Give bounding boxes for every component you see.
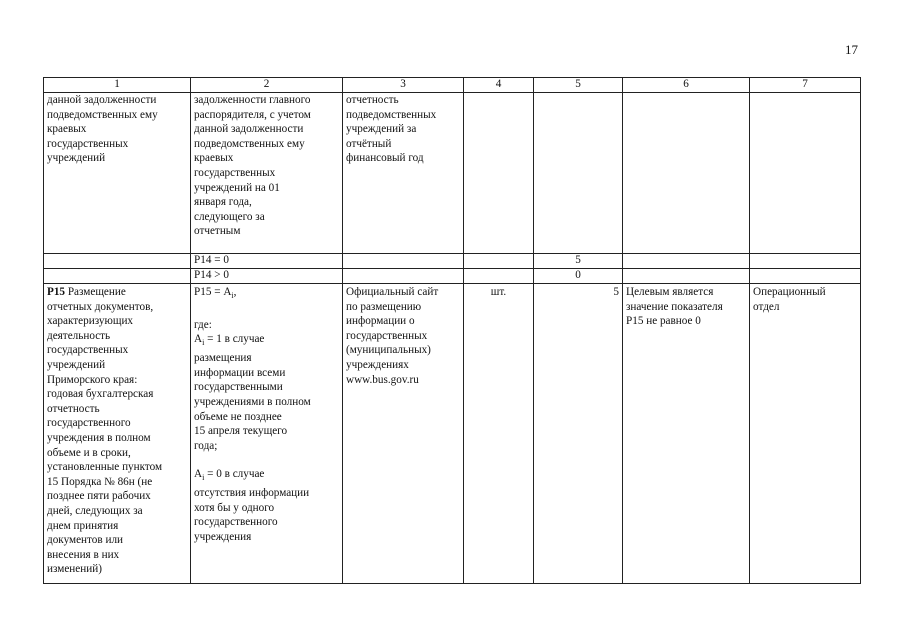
cell-target: Целевым является значение показателя Р15 не равное 0	[623, 284, 750, 584]
condition-a0: $A_i = 0$ в случае отсутствия информации хотя бы у одного государственного учреждения	[194, 468, 310, 544]
cell-points: 5	[534, 284, 623, 584]
cell-responsible: Операционный отдел	[750, 284, 861, 584]
page-number: 17	[845, 42, 858, 57]
cell-calculation: задолженности главного распорядителя, с учетом данной задолженности подведомственных ему краевых государственных учреждений на 01 января года, следующего за отчетным	[191, 93, 343, 254]
header-cell-6: 6	[623, 78, 750, 93]
cell-points: 0	[534, 269, 623, 284]
table-row-p14-positive	[44, 269, 861, 284]
header-cell-3: 3	[343, 78, 464, 93]
cell-responsible	[750, 93, 861, 254]
header-cell-4: 4	[464, 78, 534, 93]
formula: $Р15 = A_i$,	[194, 286, 237, 301]
table-row-p14-zero	[44, 254, 861, 269]
cell-condition: Р14 > 0	[191, 269, 343, 284]
cell-unit: шт.	[464, 284, 534, 584]
cell-indicator-description: данной задолженности подведомственных ему краевых государственных учреждений	[44, 93, 191, 254]
cell-unit	[464, 93, 534, 254]
header-cell-5: 5	[534, 78, 623, 93]
indicators-table	[43, 77, 861, 584]
cell-source: Официальный сайт по размещению информации о государственных (муниципальных) учреждениях www.bus.gov.ru	[343, 284, 464, 584]
cell-points: 5	[534, 254, 623, 269]
where-label: где:	[194, 318, 212, 331]
cell-target	[623, 93, 750, 254]
table-row-p15	[44, 284, 861, 584]
condition-a1: $A_i = 1$ в случае размещения информации всеми государственными учреждениями в полном объеме не позднее 15 апреля текущего года;	[194, 333, 311, 452]
header-cell-7: 7	[750, 78, 861, 93]
header-cell-2: 2	[191, 78, 343, 93]
cell-source: отчетность подведомственных учреждений за отчётный финансовый год	[343, 93, 464, 254]
table-row-continuation	[44, 93, 861, 254]
cell-condition: Р14 = 0	[191, 254, 343, 269]
cell-calculation	[191, 284, 343, 584]
cell-points	[534, 93, 623, 254]
header-cell-1: 1	[44, 78, 191, 93]
indicator-code: Р15	[47, 286, 66, 298]
cell-indicator-description: Р15 Размещение отчетных документов, характеризующих деятельность государственных учреждений Приморского края: годовая бухгалтерская отчетность государственного учреждения в полном объеме и в сроки, установленные пунктом 15 Порядка № 86н (не позднее пяти рабочих дней, следующих за днем принятия документов или внесения в них изменений)	[44, 284, 191, 584]
header-row	[44, 78, 861, 93]
